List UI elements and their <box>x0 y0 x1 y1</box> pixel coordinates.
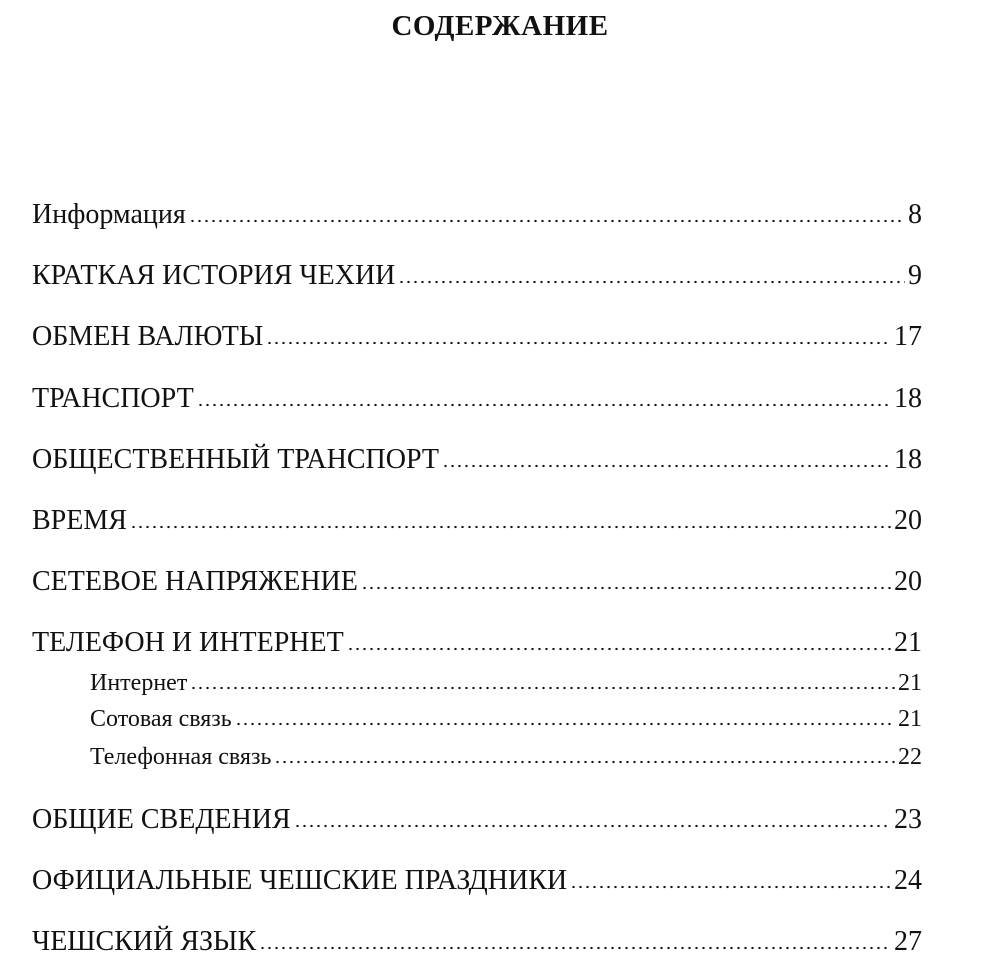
toc-entry-page: 17 <box>894 321 922 352</box>
toc-entry-page: 23 <box>894 804 922 835</box>
dot-leader <box>274 760 895 764</box>
toc-entry[interactable] <box>90 704 922 734</box>
toc-entry-page: 22 <box>898 744 922 770</box>
toc-entry[interactable] <box>32 198 922 232</box>
toc-entry-page: 21 <box>898 670 922 696</box>
dot-leader <box>266 341 891 345</box>
toc-entry-page: 9 <box>908 260 922 291</box>
toc-entry-label: ОБЩИЕ СВЕДЕНИЯ <box>32 804 291 835</box>
toc-entry-label: ОБМЕН ВАЛЮТЫ <box>32 321 264 352</box>
toc-entry-page: 21 <box>898 706 922 732</box>
toc-entry-page: 20 <box>894 566 922 597</box>
toc-entry[interactable] <box>32 803 922 837</box>
toc-entry[interactable] <box>32 382 922 416</box>
dot-leader <box>259 946 891 950</box>
toc-entry-page: 24 <box>894 865 922 896</box>
toc-entry[interactable] <box>32 504 922 538</box>
toc-entry-label: ТРАНСПОРТ <box>32 383 194 414</box>
toc-title: СОДЕРЖАНИЕ <box>391 10 609 42</box>
toc-entry-page: 8 <box>908 199 922 230</box>
dot-leader <box>294 824 891 828</box>
toc-entry-label: Телефонная связь <box>90 744 272 770</box>
toc-entry-label: ОФИЦИАЛЬНЫЕ ЧЕШСКИЕ ПРАЗДНИКИ <box>32 865 568 896</box>
toc-entry-label: Информация <box>32 199 186 230</box>
dot-leader <box>190 686 895 690</box>
toc-entry-label: КРАТКАЯ ИСТОРИЯ ЧЕХИИ <box>32 260 396 291</box>
dot-leader <box>235 722 895 726</box>
toc-entry-label: ТЕЛЕФОН И ИНТЕРНЕТ <box>32 627 344 658</box>
toc-entry[interactable] <box>32 259 922 293</box>
toc-entry[interactable] <box>32 626 922 660</box>
toc-entry[interactable] <box>32 864 922 898</box>
toc-entry-page: 27 <box>894 926 922 957</box>
toc-entry-label: Сотовая связь <box>90 706 232 732</box>
dot-leader <box>442 464 891 468</box>
dot-leader <box>398 280 905 284</box>
dot-leader <box>570 885 891 889</box>
toc-entry-label: ВРЕМЯ <box>32 505 127 536</box>
toc-entry-label: СЕТЕВОЕ НАПРЯЖЕНИЕ <box>32 566 358 597</box>
toc-entry-page: 18 <box>894 383 922 414</box>
dot-leader <box>197 403 891 407</box>
toc-entry[interactable] <box>90 668 922 698</box>
toc-entry[interactable] <box>32 925 922 959</box>
toc-entry-page: 21 <box>894 627 922 658</box>
toc-entry-label: Интернет <box>90 670 188 696</box>
toc-entry-page: 20 <box>894 505 922 536</box>
toc-entry[interactable] <box>32 443 922 477</box>
toc-entry[interactable] <box>32 565 922 599</box>
dot-leader <box>347 647 891 651</box>
toc-entry[interactable] <box>90 742 922 772</box>
toc-entry-label: ОБЩЕСТВЕННЫЙ ТРАНСПОРТ <box>32 444 439 475</box>
toc-entry[interactable] <box>32 320 922 354</box>
dot-leader <box>361 586 891 590</box>
toc-entry-page: 18 <box>894 444 922 475</box>
dot-leader <box>130 525 891 529</box>
toc-entry-label: ЧЕШСКИЙ ЯЗЫК <box>32 926 257 957</box>
dot-leader <box>189 219 905 223</box>
